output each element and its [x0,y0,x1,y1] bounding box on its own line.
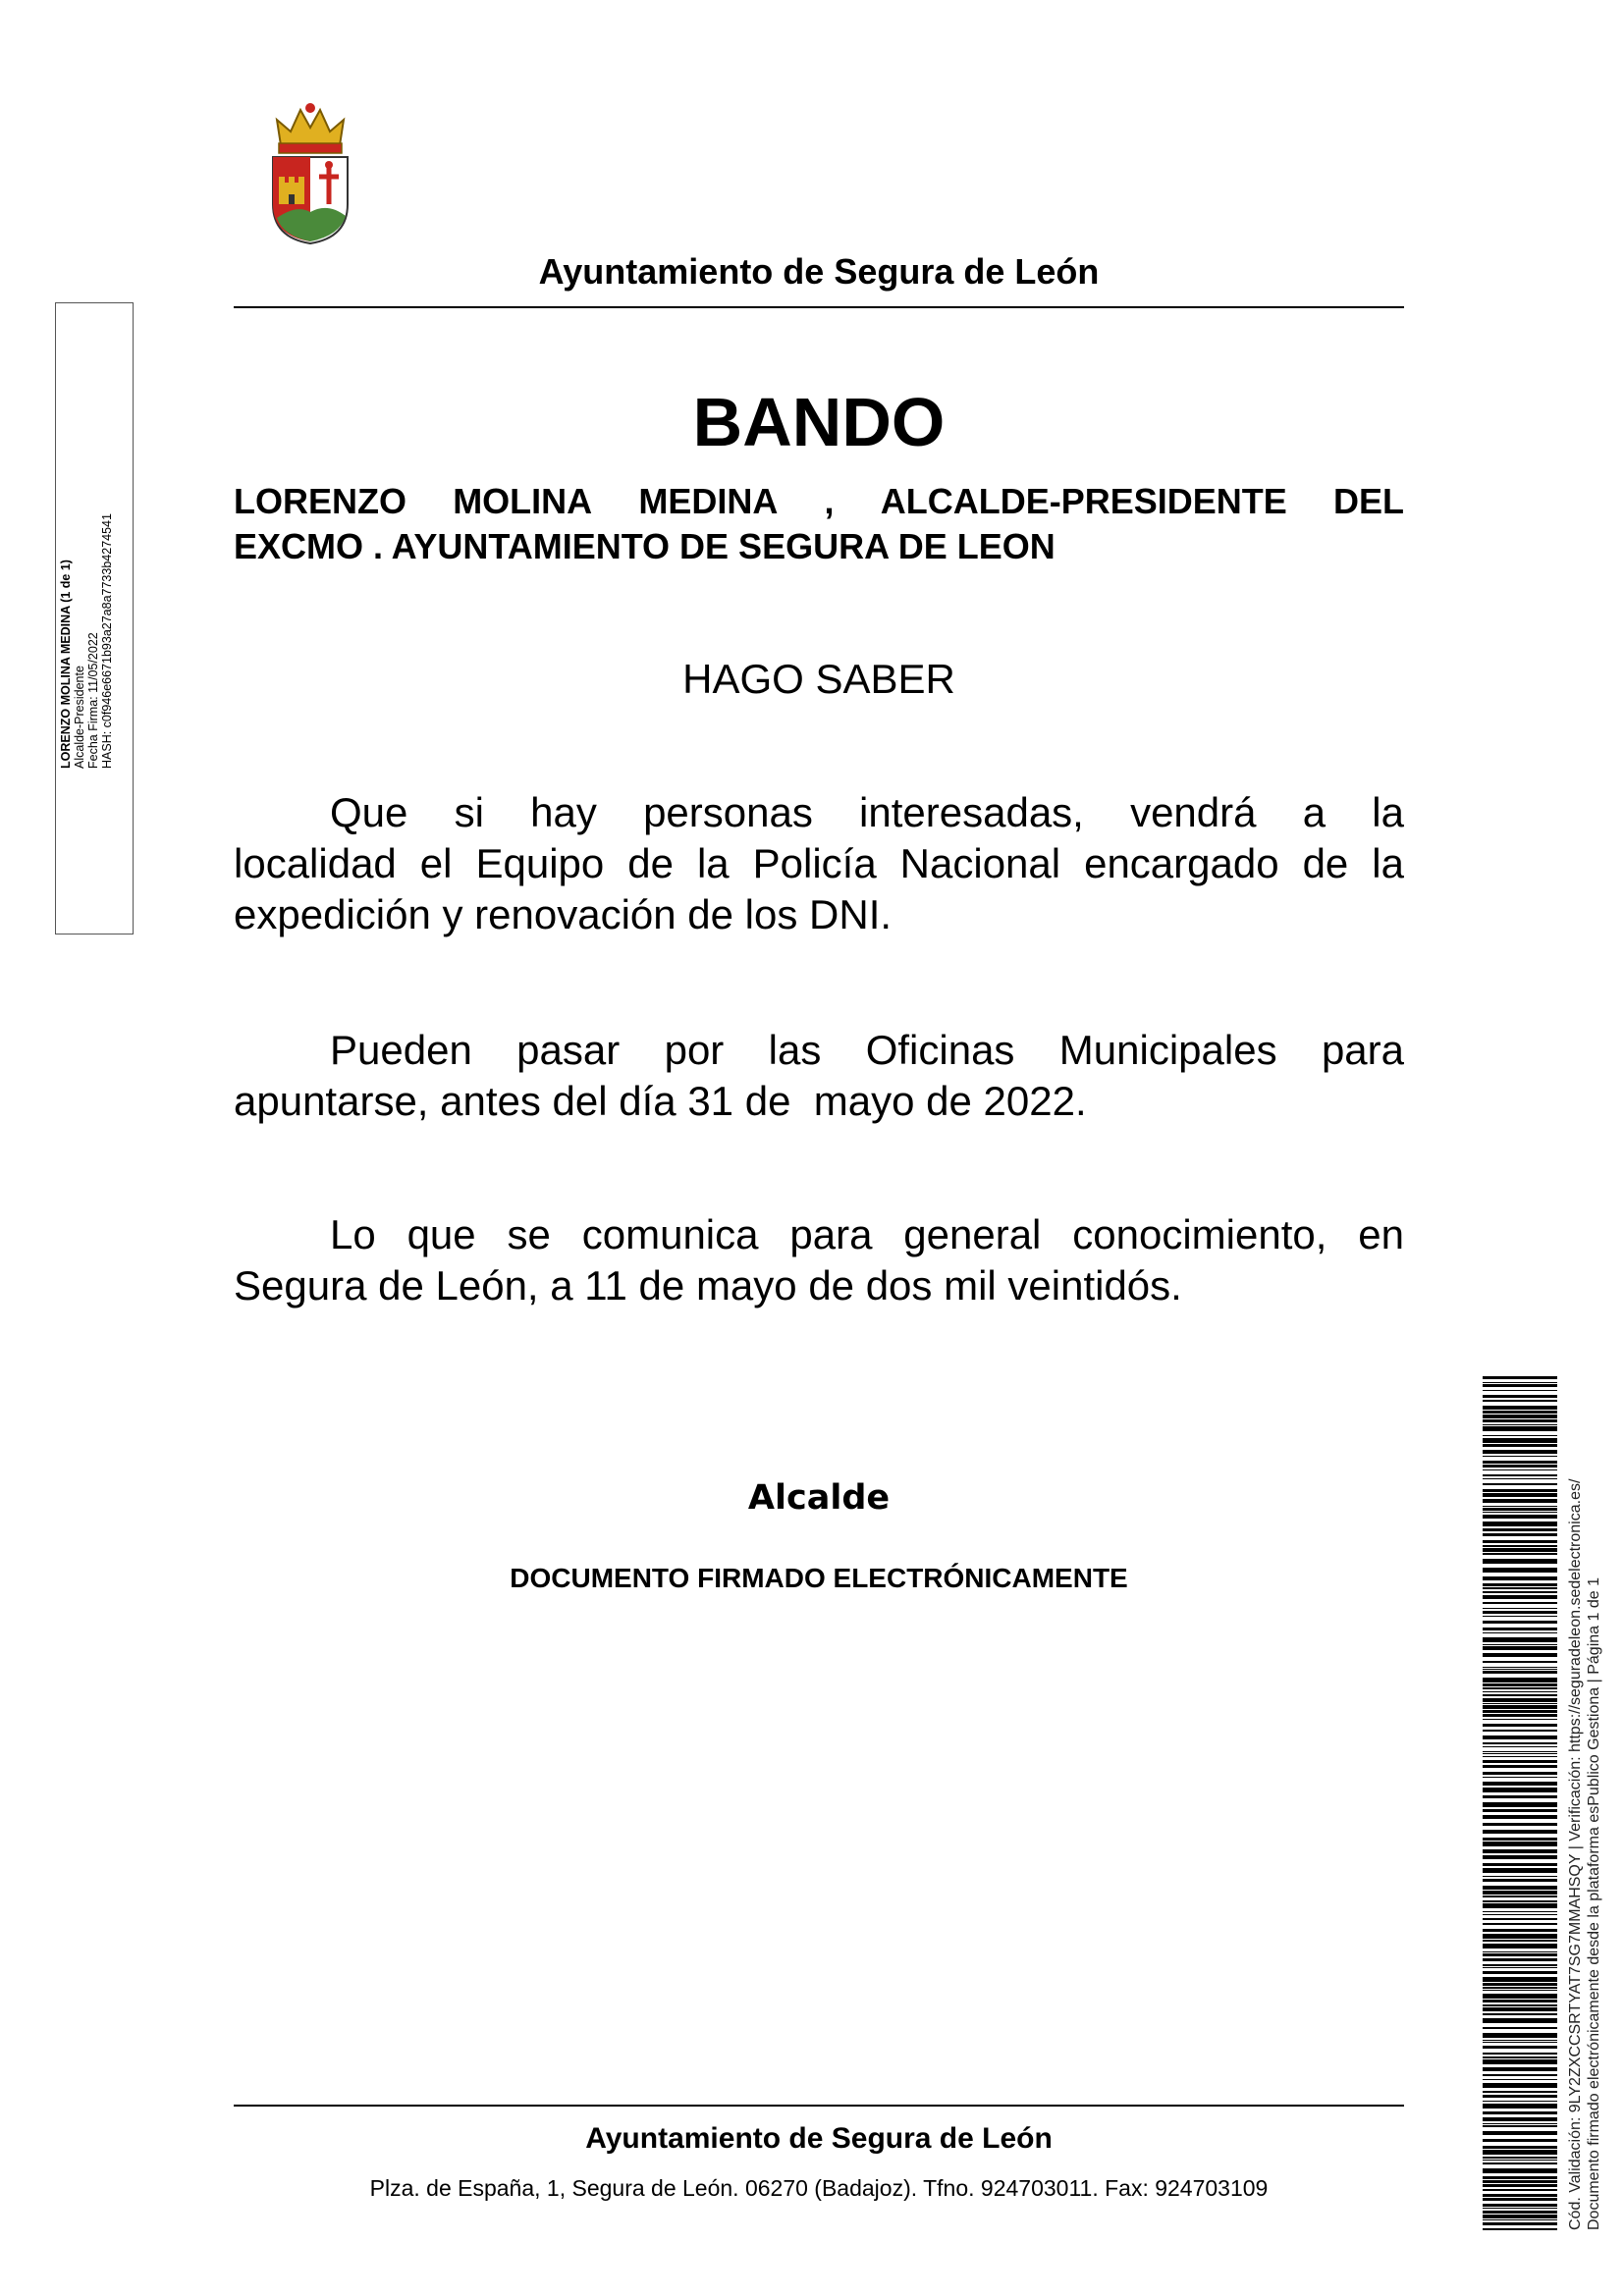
barcode-bar [1483,1967,1557,1968]
signature-stamp-hash: HASH: c0f946e6671b93a27a8a7733b4274541 [100,513,114,769]
header-title: Ayuntamiento de Segura de León [538,251,1100,292]
barcode-bar [1483,1940,1557,1942]
signature-stamp-signer: LORENZO MOLINA MEDINA (1 de 1) [59,560,73,769]
barcode-bar [1483,1751,1557,1752]
barcode-bar [1483,1746,1557,1747]
barcode-bar [1483,1863,1557,1866]
barcode-bar [1483,2027,1557,2029]
barcode-bar [1483,1553,1557,1555]
barcode-bar [1483,1903,1557,1908]
word: por [664,1027,725,1073]
barcode-bar [1483,2079,1557,2080]
paragraph-3-line-1 [234,1209,1404,1260]
barcode-bar [1483,1724,1557,1727]
barcode-bar [1483,1911,1557,1912]
barcode-bar [1483,1823,1557,1826]
barcode-bar [1483,2000,1557,2002]
barcode-bar [1483,1508,1557,1511]
barcode-bar [1483,1621,1557,1624]
barcode-bar [1483,1958,1557,1961]
barcode-bar [1483,2074,1557,2076]
barcode-bar [1483,1435,1557,1436]
barcode-bar [1483,2189,1557,2191]
barcode-bar [1483,1990,1557,1991]
issuer-word: MEDINA [638,481,779,521]
barcode-bar [1483,2228,1557,2230]
signature-stamp [59,474,114,769]
issuer-line-1 [234,479,1404,524]
paragraph-1-line-3: expedición y renovación de los DNI. [234,891,893,937]
barcode-bar [1483,1756,1557,1757]
barcode-bar [1483,1929,1557,1932]
barcode-bar [1483,1559,1557,1564]
barcode-bar [1483,1591,1557,1593]
word: Oficinas [865,1027,1015,1073]
validation-barcode [1483,1376,1557,2230]
barcode-bar [1483,2208,1557,2209]
barcode-bar [1483,2018,1557,2023]
barcode-bar [1483,1390,1557,1391]
validation-code-line: Cód. Validación: 9LY2ZXCCSRTYAT7SG7MMAHSQY | Verificación: https://seguradeleon.sedelectronica.es/ [1567,1478,1584,2230]
barcode-bar [1483,1438,1557,1443]
barcode-bar [1483,1703,1557,1704]
word: si [454,789,484,835]
barcode-bar [1483,1953,1557,1956]
barcode-bar [1483,1411,1557,1414]
barcode-bar [1483,1406,1557,1410]
signature-stamp-date: Fecha Firma: 11/05/2022 [86,632,100,769]
barcode-bar [1483,1384,1557,1387]
barcode-bar [1483,2004,1557,2006]
barcode-bar [1483,1667,1557,1668]
barcode-bar [1483,2184,1557,2187]
barcode-bar [1483,1815,1557,1819]
barcode-bar [1483,2215,1557,2218]
word: de [627,840,674,886]
barcode-bar [1483,1698,1557,1702]
barcode-bar [1483,1515,1557,1519]
word: se [507,1211,551,1257]
barcode-bar [1483,1419,1557,1422]
validation-platform-line: Documento firmado electrónicamente desde la plataforma esPublico Gestiona | Página 1 de 1 [1586,1577,1602,2230]
barcode-bar [1483,1994,1557,1999]
barcode-bar [1483,1400,1557,1402]
barcode-bar [1483,1548,1557,1552]
barcode-bar [1483,1456,1557,1457]
issuer-word: , [824,481,835,521]
barcode-bar [1483,1683,1557,1686]
barcode-bar [1483,1512,1557,1513]
barcode-bar [1483,1661,1557,1663]
word: para [789,1211,873,1257]
barcode-bar [1483,1528,1557,1531]
word: Que [330,789,408,835]
barcode-bar [1483,1719,1557,1720]
word: Nacional [899,840,1061,886]
barcode-bar [1483,1694,1557,1696]
barcode-bar [1483,1964,1557,1966]
barcode-bar [1483,2125,1557,2127]
barcode-bar [1483,1900,1557,1902]
word: hay [530,789,597,835]
paragraph-3 [234,1209,1404,1311]
barcode-bar [1483,2007,1557,2011]
word: las [768,1027,822,1073]
barcode-bar [1483,2194,1557,2197]
issuer-line-2: EXCMO . AYUNTAMIENTO DE SEGURA DE LEON [234,526,1056,566]
barcode-bar [1483,1395,1557,1398]
barcode-bar [1483,1616,1557,1617]
barcode-bar [1483,2198,1557,2201]
barcode-bar [1483,2211,1557,2214]
barcode-bar [1483,2157,1557,2159]
barcode-bar [1483,2040,1557,2041]
signature-stamp-role: Alcalde-Presidente [73,666,86,769]
barcode-bar [1483,1934,1557,1939]
word: el [419,840,453,886]
barcode-bar [1483,1506,1557,1507]
barcode-bar [1483,1533,1557,1536]
paragraph-2 [234,1025,1404,1127]
word: que [406,1211,476,1257]
header-divider [234,306,1404,308]
footer-address: Plza. de España, 1, Segura de León. 06270 (Badajoz). Tfno. 924703011. Fax: 924703109 [369,2175,1269,2201]
word: para [1321,1027,1404,1073]
barcode-bar [1483,1971,1557,1974]
issuer-word: MOLINA [453,481,593,521]
barcode-bar [1483,2150,1557,2155]
barcode-bar [1483,1886,1557,1890]
barcode-bar [1483,1678,1557,1682]
barcode-bar [1483,1983,1557,1986]
barcode-bar [1483,1522,1557,1526]
barcode-bar [1483,1426,1557,1431]
barcode-bar [1483,1802,1557,1807]
barcode-bar [1483,2091,1557,2093]
barcode-bar [1483,1765,1557,1768]
barcode-bar [1483,1809,1557,1812]
barcode-bar [1483,1637,1557,1642]
barcode-bar [1483,1608,1557,1609]
signer-title: Alcalde [747,1478,891,1518]
barcode-bar [1483,2101,1557,2102]
barcode-bar [1483,1735,1557,1739]
barcode-bar [1483,2163,1557,2164]
footer-title: Ayuntamiento de Segura de León [585,2122,1053,2155]
barcode-bar [1483,1891,1557,1895]
barcode-bar [1483,1415,1557,1418]
barcode-bar [1483,1576,1557,1580]
barcode-bar [1483,2053,1557,2055]
barcode-bar [1483,2067,1557,2071]
barcode-bar [1483,1602,1557,1604]
validation-text [1566,1347,1603,2230]
barcode-bar [1483,1478,1557,1479]
barcode-bar [1483,1469,1557,1470]
barcode-bar [1483,2013,1557,2015]
barcode-bar [1483,2204,1557,2207]
word: a [1302,789,1326,835]
barcode-bar [1483,1876,1557,1877]
word: de [1302,840,1349,886]
barcode-bar [1483,1730,1557,1732]
barcode-bar [1483,1595,1557,1599]
word: interesadas, [859,789,1084,835]
barcode-bar [1483,2042,1557,2043]
barcode-bar [1483,1540,1557,1543]
barcode-bar [1483,2059,1557,2064]
barcode-bar [1483,1914,1557,1915]
barcode-bar [1483,1444,1557,1447]
barcode-bar [1483,1896,1557,1897]
barcode-bar [1483,2104,1557,2109]
word: general [903,1211,1042,1257]
barcode-bar [1483,2139,1557,2142]
barcode-bar [1483,1669,1557,1670]
paragraph-2-line-1 [234,1025,1404,1076]
issuer-block [234,479,1404,569]
barcode-bar [1483,1461,1557,1464]
barcode-bar [1483,1499,1557,1503]
barcode-bar [1483,1705,1557,1709]
barcode-bar [1483,2131,1557,2135]
barcode-bar [1483,1987,1557,1989]
barcode-bar [1483,2222,1557,2225]
word: la [1372,840,1404,886]
barcode-bar [1483,1632,1557,1633]
barcode-bar [1483,2160,1557,2161]
paragraph-1-line-1 [234,787,1404,838]
paragraph-1-line-2 [234,838,1404,889]
word: Policía [752,840,877,886]
barcode-bar [1483,1568,1557,1573]
barcode-bar [1483,2033,1557,2038]
paragraph-1 [234,787,1404,940]
barcode-bar [1483,1611,1557,1614]
issuer-word: LORENZO [234,481,406,521]
issuer-word: DEL [1332,481,1404,521]
barcode-bar [1483,1777,1557,1778]
document-title: BANDO [692,384,946,460]
barcode-bar [1483,1795,1557,1798]
barcode-bar [1483,1868,1557,1873]
word: conocimiento, [1072,1211,1327,1257]
barcode-bar [1483,2046,1557,2049]
word: la [696,840,730,886]
barcode-bar [1483,1879,1557,1882]
barcode-bar [1483,2146,1557,2149]
word: comunica [581,1211,759,1257]
barcode-bar [1483,1628,1557,1630]
barcode-bar [1483,2083,1557,2088]
barcode-bar [1483,2168,1557,2173]
barcode-bar [1483,2111,1557,2114]
barcode-bar [1483,1493,1557,1497]
barcode-bar [1483,1951,1557,1952]
barcode-bar [1483,2095,1557,2098]
barcode-bar [1483,2123,1557,2124]
barcode-bar [1483,1838,1557,1841]
barcode-bar [1483,1944,1557,1949]
word: personas [643,789,813,835]
word: Municipales [1058,1027,1277,1073]
barcode-bar [1483,1760,1557,1763]
word: en [1358,1211,1404,1257]
barcode-bar [1483,2117,1557,2121]
barcode-bar [1483,1710,1557,1713]
word: Lo [330,1211,376,1257]
electronic-signature-note: DOCUMENTO FIRMADO ELECTRÓNICAMENTE [510,1563,1128,1593]
barcode-bar [1483,1977,1557,1982]
barcode-bar [1483,1842,1557,1846]
barcode-bar [1483,1923,1557,1925]
barcode-bar [1483,1742,1557,1744]
barcode-bar [1483,1918,1557,1920]
barcode-bar [1483,1465,1557,1468]
barcode-bar [1483,1489,1557,1492]
barcode-bar [1483,1714,1557,1717]
barcode-bar [1483,1382,1557,1383]
barcode-bar [1483,1671,1557,1674]
word: vendrá [1130,789,1257,835]
barcode-bar [1483,1849,1557,1853]
word: Pueden [330,1027,472,1073]
paragraph-2-line-2: apuntarse, antes del día 31 de mayo de 2022. [234,1078,1087,1124]
barcode-bar [1483,1653,1557,1657]
barcode-bar [1483,1424,1557,1425]
barcode-bar [1483,1772,1557,1775]
barcode-bar [1483,1830,1557,1834]
word: pasar [516,1027,621,1073]
barcode-bar [1483,1646,1557,1650]
hago-saber-heading: HAGO SABER [682,656,955,702]
barcode-bar [1483,1855,1557,1859]
barcode-bar [1483,2219,1557,2220]
word: Equipo [475,840,605,886]
barcode-bar [1483,1474,1557,1476]
barcode-bar [1483,2180,1557,2183]
footer-divider [234,2105,1404,2107]
barcode-bar [1483,1687,1557,1689]
barcode-bar [1483,1644,1557,1645]
barcode-bar [1483,1788,1557,1792]
barcode-bar [1483,1583,1557,1586]
coat-of-arms-logo [267,102,353,245]
paragraph-3-line-2: Segura de León, a 11 de mayo de dos mil veintidós. [234,1262,1182,1308]
barcode-bar [1483,1450,1557,1454]
barcode-bar [1483,1691,1557,1692]
barcode-bar [1483,2176,1557,2179]
barcode-bar [1483,1782,1557,1786]
word: encargado [1084,840,1279,886]
word: la [1372,789,1404,835]
barcode-bar [1483,2056,1557,2058]
word: localidad [234,840,397,886]
barcode-bar [1483,1376,1557,1379]
barcode-bar [1483,1483,1557,1485]
barcode-bar [1483,1753,1557,1754]
barcode-bar [1483,1587,1557,1589]
issuer-word: ALCALDE-PRESIDENTE [880,481,1287,521]
barcode-bar [1483,1545,1557,1547]
